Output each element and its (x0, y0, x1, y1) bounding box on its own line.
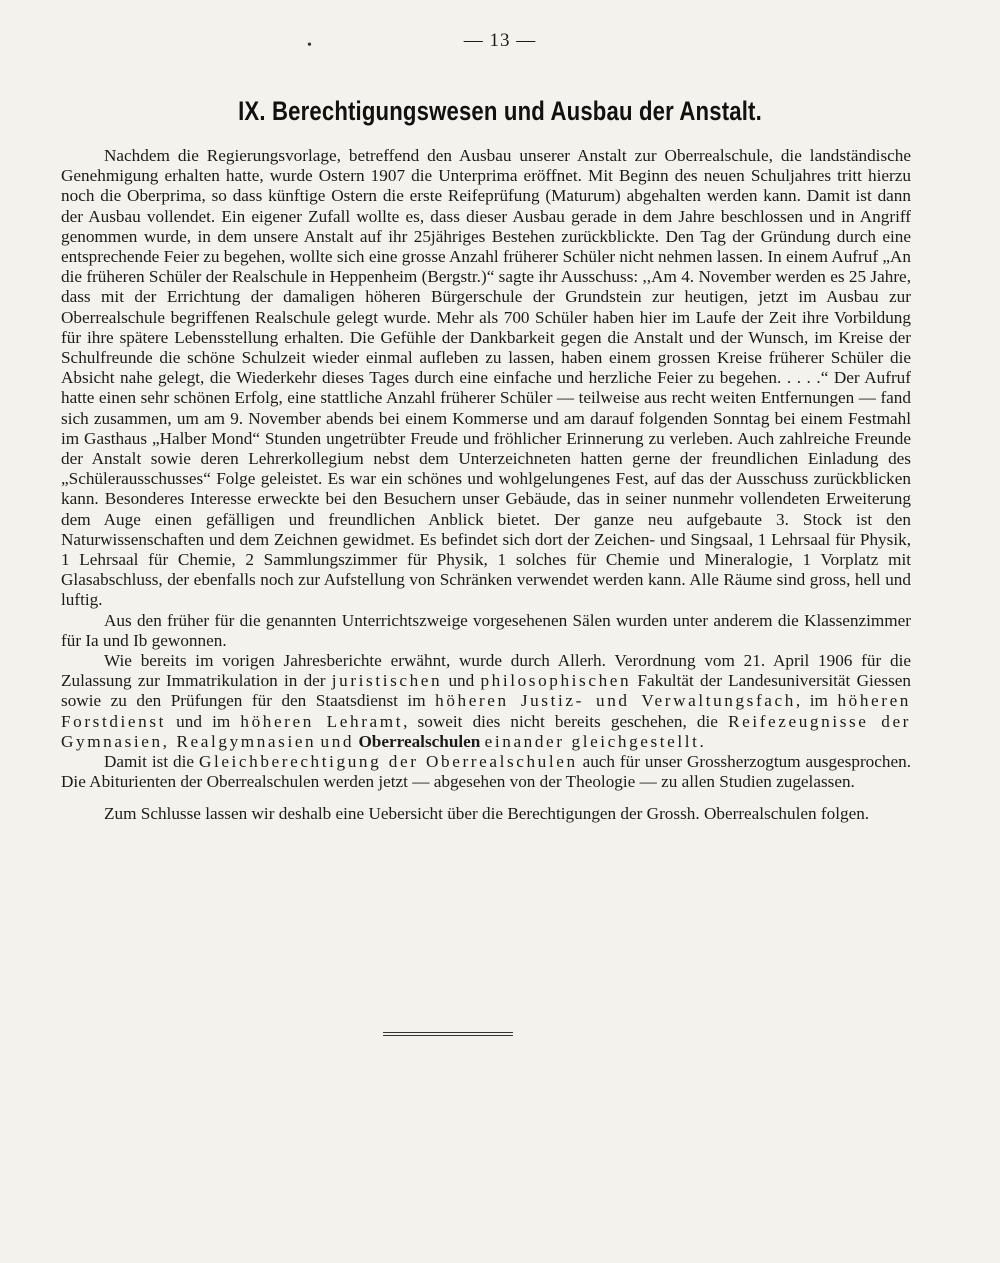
chapter-title: IX. Berechtigungswesen und Ausbau der Anstalt. (238, 96, 762, 126)
paragraph-founding-history (61, 146, 911, 611)
paragraph-ordinance (61, 651, 911, 752)
paragraph-equality (61, 752, 911, 792)
spaced-term: Reifezeugnisse der Gymnasien, Realgymnasien (61, 711, 911, 751)
paragraph-text: Damit ist die (104, 752, 199, 772)
paragraph-text: , im (795, 691, 838, 711)
paragraph-text: und im (166, 711, 241, 731)
page-number: — 13 — (463, 30, 537, 51)
spaced-term: höheren Forstdienst (61, 691, 911, 731)
paragraph-text: Nachdem die Regierungsvorlage, betreffend den Ausbau unserer Anstalt zur Oberrealschule, die landständische Genehmigung erhalten hatte, wurde Ostern 1907 die Unterprima eröffnet. Mit Beginn des neuen Schuljahres tritt hierzu noch die Oberprima, so dass künftige Ostern die erste Reifeprüfung (Maturum) abgehalten werden kann. Damit ist dann der Ausbau vollendet. Ein eigener Zufall wollte es, dass dieser Ausbau gerade in dem Jahre beschlossen und in Angriff genommen wurde, in dem unsere Anstalt auf ihr 25jähriges Bestehen zurückblickte. Den Tag der Gründung durch eine entsprechende Feier zu begehen, wollte sich eine grosse Anzahl früherer Schüler nicht nehmen lassen. In einem Aufruf „An die früheren Schüler der Realschule in Heppenheim (Bergstr.)“ sagte ihr Ausschuss: ,,Am 4. November werden es 25 Jahre, dass mit der Errichtung der damaligen höheren Bürgerschule der Grundstein zur heutigen, jetzt im Ausbau zur Oberrealschule begriffenen Realschule gelegt wurde. Mehr als 700 Schüler haben hier im Laufe der Zeit ihre Vorbildung für ihre spätere Lebensstellung erhalten. Die Gefühle der Dankbarkeit gegen die Anstalt und der Wunsch, im Kreise der Schulfreunde die schöne Schulzeit wieder einmal aufleben zu lassen, haben einem grossen Kreise früherer Schüler die Absicht nahe gelegt, die Wiederkehr dieses Tages durch eine einfache und herzliche Feier zu begehen. . . . .“ Der Aufruf hatte einen sehr schönen Erfolg, eine stattliche Anzahl früherer Schüler — teilweise aus recht weiten Entfernungen — fand sich zusammen, um am 9. November abends bei einem Kommerse und am darauf folgenden Sonntag bei einem Festmahl im Gasthaus „Halber Mond“ Stunden ungetrübter Freude und fröhlicher Erinnerung zu verleben. Auch zahlreiche Freunde der Anstalt sowie deren Lehrerkollegium nebst dem Unterzeichneten hatten gerne der freundlichen Einladung des „Schülerausschusses“ Folge geleistet. Es war ein schönes und wohlgelungenes Fest, auf das der Ausschuss zurückblicken kann. Besonderes Interesse erweckte bei den Besuchern unser Gebäude, das in seiner nunmehr vollendeten Erweiterung dem Auge einen gefälligen und freundlichen Anblick bietet. Der ganze neu aufgebaute 3. Stock ist den Naturwissenschaften und dem Zeichnen gewidmet. Es befindet sich dort der Zeichen- und Singsaal, 1 Lehrsaal für Physik, 1 Lehrsaal für Chemie, 2 Sammlungszimmer für Physik, 1 solches für Chemie und Mineralogie, 1 Vorplatz mit Glasabschluss, der ebenfalls noch zur Aufstellung von Schränken verwendet werden kann. Alle Räume sind gross, hell und luftig. (61, 146, 911, 610)
page-mark-dot: • (307, 38, 312, 53)
end-rule-divider (383, 1032, 513, 1036)
paragraph-classrooms (61, 611, 911, 651)
bold-term: Oberrealschulen (358, 731, 481, 751)
paragraph-text: Aus den früher für die genannten Unterrichtszweige vorgesehenen Sälen wurden unter anderem die Klassenzimmer für Ia und Ib gewonnen. (61, 610, 911, 650)
paragraph-text: Fakultät der Landesuniversität Giessen sowie zu den Prüfungen für den Staatsdienst im (61, 671, 911, 711)
paragraph-text: und (442, 671, 481, 691)
paragraph-conclusion (61, 804, 911, 824)
spaced-term: Gleichberechtigung der Oberrealschulen (198, 752, 578, 772)
spaced-term: und (320, 731, 355, 751)
spaced-term: einander gleichgestellt (484, 731, 700, 751)
paragraph-text: , soweit dies nicht bereits geschehen, die (403, 711, 729, 731)
paragraph-text: Zum Schlusse lassen wir deshalb eine Uebersicht über die Berechtigungen der Grossh. Oberrealschulen folgen. (104, 803, 870, 823)
paragraph-text: . (699, 731, 704, 751)
spaced-term: höheren Lehramt (240, 711, 404, 731)
paragraph-text: auch für unser Grossherzogtum ausgesprochen. Die Abiturienten der Oberrealschulen werden jetzt — abgesehen von der Theologie — zu allen Studien zugelassen. (61, 752, 911, 792)
spaced-term: höheren Justiz- und Verwaltungsfach (435, 691, 796, 711)
spaced-term: philosophischen (480, 671, 632, 691)
paragraph-text: Wie bereits im vorigen Jahresberichte erwähnt, wurde durch Allerh. Verordnung vom 21. April 1906 für die Zulassung zur Immatrikulation in der (61, 651, 911, 691)
spaced-term: juristischen (331, 671, 443, 691)
body-text (61, 146, 911, 824)
